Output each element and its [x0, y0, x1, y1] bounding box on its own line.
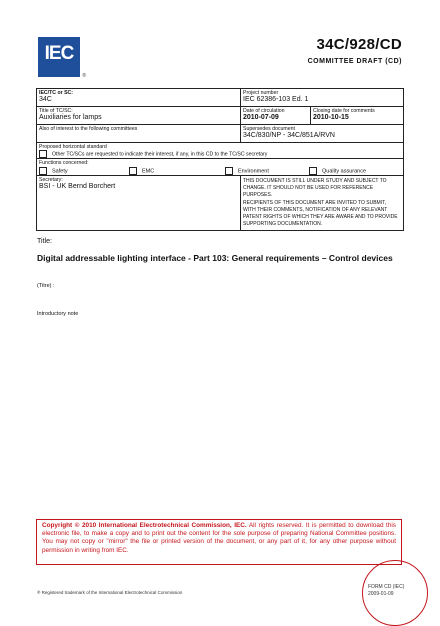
notice-patents: RECIPIENTS OF THIS DOCUMENT ARE INVITED TO SUBMIT, WITH THEIR COMMENTS, NOTIFICATION OF ANY RELEVANT PATENT RIGHTS OF WHICH THEY ARE AWARE AND TO PROVIDE SUPPORTING DOCUMENTATION. — [243, 200, 398, 227]
document-number: 34C/928/CD — [316, 36, 402, 53]
registered-mark: ® — [82, 73, 86, 79]
tc-cell — [37, 89, 241, 107]
emc-checkbox[interactable] — [129, 167, 137, 175]
also-interest-label: Also of interest to the following committees — [39, 126, 138, 132]
title-tc-label: Title of TC/SC: — [39, 108, 73, 114]
horizontal-standard-cell — [37, 143, 403, 159]
title-tc-value: Auxiliaries for lamps — [39, 114, 102, 121]
secretary-cell — [37, 176, 241, 230]
form-code: FORM CD (IEC) — [368, 584, 405, 590]
circulation-value: 2010-07-09 — [243, 114, 279, 121]
supersedes-value: 34C/830/NP - 34C/851A/RVN — [243, 132, 335, 139]
copyright-text: All rights reserved. It is permitted to download this electronic file, to make a copy and to print out the content for the sole purpose of preparing National Committee positions. You may not copy or "mirror" the file or printed version of the document, or any part of it, for any other purpose without permission in writing from IEC. — [42, 522, 396, 554]
horizontal-text: Other TC/SCs are requested to indicate their interest, if any, in this CD to the TC/SC secretary — [52, 151, 268, 158]
document-type: COMMITTEE DRAFT (CD) — [307, 58, 402, 65]
secretary-label: Secretary: — [39, 177, 63, 183]
supersedes-label: Supersedes document — [243, 126, 295, 132]
functions-cell — [37, 159, 403, 176]
function-environment: Environment — [238, 168, 269, 175]
closing-label: Closing date for comments — [313, 108, 375, 114]
project-label: Project number — [243, 90, 279, 96]
function-safety: Safety — [52, 168, 68, 175]
secretary-value: BSI - UK Bernd Borchert — [39, 183, 116, 190]
environment-checkbox[interactable] — [225, 167, 233, 175]
copyright-notice — [36, 519, 402, 565]
circulation-label: Date of circulation — [243, 108, 285, 114]
horizontal-label: Proposed horizontal standard — [39, 144, 107, 150]
project-cell — [241, 89, 403, 107]
supersedes-cell — [241, 125, 403, 143]
titre-label: (Titre) : — [37, 283, 55, 289]
trademark-footnote: ® Registered trademark of the International Electrotechnical Commission — [37, 590, 183, 595]
tc-value: 34C — [39, 96, 52, 103]
closing-cell — [311, 107, 403, 125]
document-title: Digital addressable lighting interface - Part 103: General requirements – Control devices — [37, 253, 393, 263]
functions-label: Functions concerned: — [39, 160, 89, 166]
iec-logo — [38, 37, 86, 79]
quality-checkbox[interactable] — [309, 167, 317, 175]
notice-cell — [241, 176, 403, 230]
horizontal-checkbox[interactable] — [39, 150, 47, 158]
logo-text: IEC — [44, 43, 74, 64]
function-emc: EMC — [142, 168, 155, 175]
circulation-cell — [241, 107, 311, 125]
tc-label: IEC/TC or SC: — [39, 90, 74, 96]
title-label: Title: — [37, 238, 52, 245]
form-date: 2009-01-09 — [368, 591, 394, 597]
project-value: IEC 62386-103 Ed. 1 — [243, 96, 309, 103]
safety-checkbox[interactable] — [39, 167, 47, 175]
title-tc-cell — [37, 107, 241, 125]
introductory-note-label: Introductory note — [37, 311, 79, 317]
also-interest-cell — [37, 125, 241, 143]
closing-value: 2010-10-15 — [313, 114, 349, 121]
notice-study: THIS DOCUMENT IS STILL UNDER STUDY AND SUBJECT TO CHANGE. IT SHOULD NOT BE USED FOR REFERENCE PURPOSES. — [243, 178, 387, 198]
copyright-bold: Copyright © 2010 International Electrotechnical Commission, IEC. — [42, 522, 247, 529]
cover-form-table — [36, 88, 404, 231]
function-quality: Quality assurance — [322, 168, 367, 175]
